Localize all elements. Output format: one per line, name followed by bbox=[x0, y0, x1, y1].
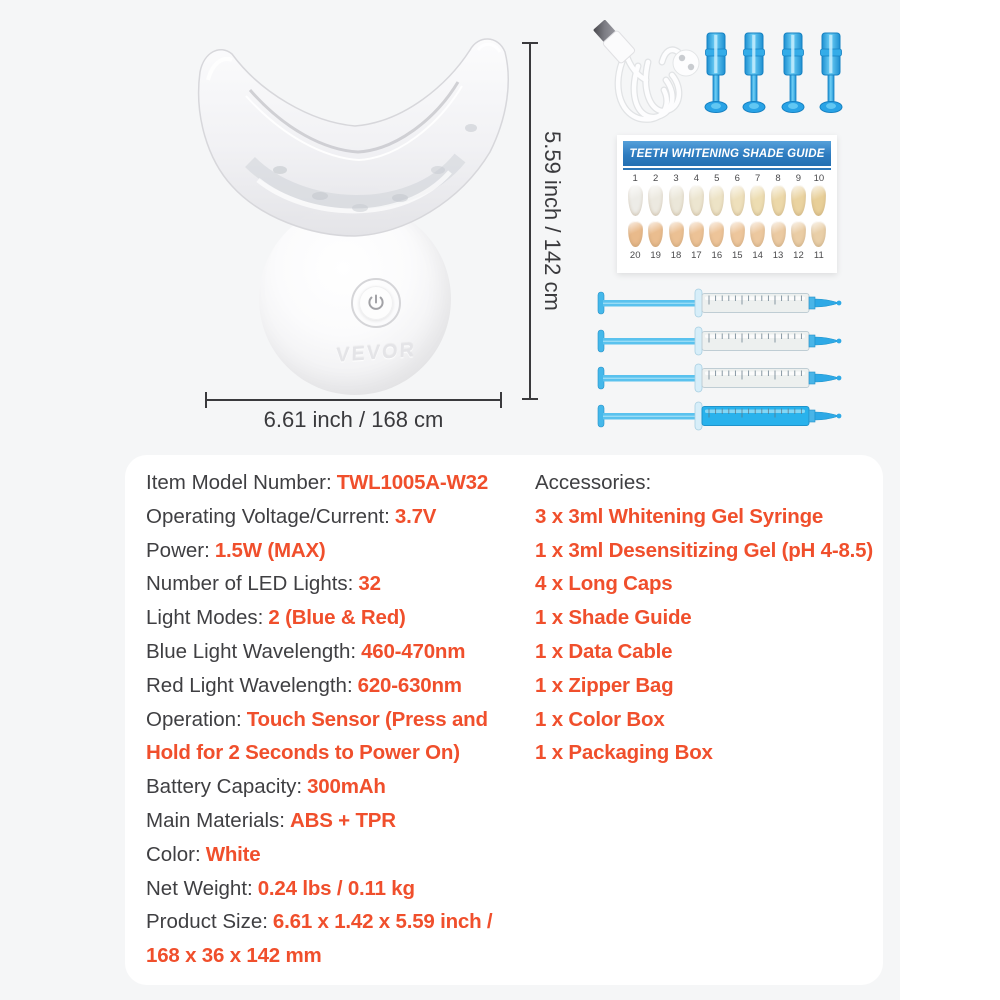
spec-label: Light Modes: bbox=[146, 606, 264, 630]
shade-guide-bottom-numbers bbox=[625, 250, 829, 261]
gel-syringe-icon bbox=[596, 401, 846, 431]
shade-number: 16 bbox=[711, 250, 723, 261]
height-dimension-line bbox=[529, 42, 531, 400]
gel-syringe-icon bbox=[596, 363, 846, 393]
spec-value: ABS + TPR bbox=[290, 808, 396, 832]
shade-number: 19 bbox=[650, 250, 661, 261]
tooth-cell bbox=[686, 217, 706, 247]
spec-entry bbox=[146, 804, 526, 838]
spec-label: Operating Voltage/Current: bbox=[146, 504, 390, 528]
tooth-cell bbox=[788, 185, 808, 216]
shade-number: 20 bbox=[629, 250, 641, 261]
spec-entry bbox=[146, 466, 526, 500]
long-cap-icon bbox=[701, 30, 731, 116]
tooth-swatch bbox=[771, 185, 786, 216]
tooth-swatch bbox=[750, 185, 765, 216]
tooth-swatch bbox=[771, 221, 786, 247]
accessory-item: 4 x Long Caps bbox=[535, 572, 673, 596]
spec-label: Main Materials: bbox=[146, 808, 285, 832]
shade-number: 13 bbox=[772, 250, 784, 261]
tooth-cell bbox=[645, 185, 665, 216]
shade-guide-top-teeth bbox=[625, 185, 829, 216]
tooth-cell bbox=[686, 185, 706, 216]
accessory-item: 1 x 3ml Desensitizing Gel (pH 4-8.5) bbox=[535, 538, 873, 562]
tooth-swatch bbox=[669, 221, 684, 247]
tooth-swatch bbox=[689, 221, 704, 247]
spec-entry bbox=[146, 635, 526, 669]
tooth-swatch bbox=[730, 221, 745, 247]
tooth-swatch bbox=[791, 185, 806, 216]
shade-guide-title: TEETH WHITENING SHADE GUIDE bbox=[623, 141, 831, 166]
accessory-item: 1 x Color Box bbox=[535, 707, 665, 731]
shade-number: 5 bbox=[714, 173, 720, 184]
gel-syringe-icon bbox=[596, 326, 846, 356]
spec-entry bbox=[146, 703, 526, 771]
spec-value: 32 bbox=[358, 572, 381, 596]
tooth-cell bbox=[809, 185, 829, 216]
tooth-cell bbox=[727, 217, 747, 247]
tooth-swatch bbox=[709, 185, 724, 216]
tooth-swatch bbox=[628, 185, 643, 216]
tooth-cell bbox=[625, 185, 645, 216]
tooth-swatch bbox=[811, 185, 826, 216]
power-button-face bbox=[359, 286, 393, 320]
shade-number: 1 bbox=[632, 173, 638, 184]
tooth-cell bbox=[727, 185, 747, 216]
accessory-item: 1 x Shade Guide bbox=[535, 606, 692, 630]
power-button bbox=[351, 278, 401, 328]
spec-label: Product Size: bbox=[146, 910, 268, 934]
shade-number: 17 bbox=[691, 250, 702, 261]
long-cap-icon bbox=[816, 30, 846, 116]
shade-number: 18 bbox=[670, 250, 682, 261]
long-caps-group bbox=[701, 30, 846, 116]
spec-label: Battery Capacity: bbox=[146, 775, 303, 799]
brand-logo: VEVOR bbox=[335, 339, 417, 367]
tooth-cell bbox=[768, 185, 788, 216]
shade-number: 10 bbox=[813, 173, 825, 184]
power-icon bbox=[367, 294, 385, 312]
height-dimension-label: 5.59 inch / 142 cm bbox=[540, 131, 565, 311]
tooth-cell bbox=[747, 185, 767, 216]
shade-guide-card bbox=[617, 135, 837, 273]
syringes-group bbox=[596, 288, 846, 438]
tooth-swatch bbox=[648, 221, 663, 247]
tooth-swatch bbox=[689, 185, 704, 216]
spec-value: 0.24 lbs / 0.11 kg bbox=[257, 876, 415, 900]
shade-number: 6 bbox=[734, 173, 740, 184]
tooth-swatch bbox=[811, 221, 826, 247]
tooth-swatch bbox=[709, 221, 724, 247]
spec-value: 460-470nm bbox=[361, 639, 466, 663]
shade-number: 12 bbox=[793, 250, 804, 261]
shade-number: 14 bbox=[752, 250, 763, 261]
spec-value: 620-630nm bbox=[357, 673, 462, 697]
shade-number: 8 bbox=[775, 173, 781, 184]
spec-entry bbox=[146, 905, 526, 973]
spec-entry bbox=[146, 601, 526, 635]
tooth-cell bbox=[625, 217, 645, 247]
tooth-cell bbox=[666, 185, 686, 216]
shade-number: 7 bbox=[754, 173, 761, 184]
accessories-list bbox=[535, 466, 880, 770]
spec-value: 3.7V bbox=[394, 504, 437, 528]
spec-entry bbox=[146, 534, 526, 568]
shade-number: 11 bbox=[813, 250, 824, 261]
spec-card bbox=[125, 455, 883, 985]
tooth-cell bbox=[809, 217, 829, 247]
spec-label: Red Light Wavelength: bbox=[146, 673, 353, 697]
shade-number: 9 bbox=[795, 173, 802, 184]
tooth-swatch bbox=[750, 221, 765, 247]
gel-syringe-icon bbox=[596, 288, 846, 318]
tooth-swatch bbox=[730, 185, 745, 216]
spec-value: 6.61 x 1.42 x 5.59 inch / 168 x 36 x 142 mm bbox=[146, 910, 493, 968]
spec-value: Touch Sensor (Press and Hold for 2 Seconds to Power On) bbox=[146, 707, 488, 765]
spec-list bbox=[146, 466, 526, 973]
spec-value: White bbox=[205, 842, 261, 866]
long-cap-icon bbox=[778, 30, 808, 116]
shade-number: 2 bbox=[652, 173, 659, 184]
tooth-swatch bbox=[791, 221, 806, 247]
shade-guide-underline bbox=[623, 168, 831, 170]
spec-entry bbox=[146, 567, 526, 601]
long-cap-icon bbox=[739, 30, 769, 116]
shade-guide-top-numbers bbox=[625, 173, 829, 184]
spec-label: Net Weight: bbox=[146, 876, 253, 900]
tooth-cell bbox=[768, 217, 788, 247]
spec-entry bbox=[146, 669, 526, 703]
spec-label: Power: bbox=[146, 538, 210, 562]
accessory-item: 1 x Zipper Bag bbox=[535, 673, 674, 697]
spec-entry bbox=[146, 872, 526, 906]
spec-label: Blue Light Wavelength: bbox=[146, 639, 357, 663]
accessories-title: Accessories: bbox=[535, 471, 652, 494]
shade-guide-bottom-teeth bbox=[625, 217, 829, 247]
tooth-swatch bbox=[648, 185, 663, 216]
spec-label: Color: bbox=[146, 842, 201, 866]
usb-cable-icon bbox=[592, 20, 717, 132]
accessory-item: 3 x 3ml Whitening Gel Syringe bbox=[535, 504, 824, 528]
spec-label: Operation: bbox=[146, 707, 242, 731]
spec-label: Item Model Number: bbox=[146, 471, 332, 494]
tooth-swatch bbox=[669, 185, 684, 216]
width-dimension-label: 6.61 inch / 168 cm bbox=[263, 407, 444, 432]
tooth-cell bbox=[747, 217, 767, 247]
tooth-cell bbox=[707, 185, 727, 216]
tooth-cell bbox=[788, 217, 808, 247]
shade-number: 3 bbox=[673, 173, 679, 184]
spec-entry bbox=[146, 500, 526, 534]
accessory-item: 1 x Packaging Box bbox=[535, 741, 713, 765]
spec-label: Number of LED Lights: bbox=[146, 572, 354, 596]
spec-value: 2 (Blue & Red) bbox=[268, 606, 406, 630]
mouth-tray-icon bbox=[188, 20, 522, 242]
accessory-item: 1 x Data Cable bbox=[535, 639, 673, 663]
tooth-cell bbox=[666, 217, 686, 247]
shade-number: 4 bbox=[693, 173, 700, 184]
tooth-swatch bbox=[628, 221, 643, 247]
shade-number: 15 bbox=[731, 250, 743, 261]
spec-value: 1.5W (MAX) bbox=[214, 538, 326, 562]
spec-value: 300mAh bbox=[307, 775, 386, 799]
spec-entry bbox=[146, 838, 526, 872]
tooth-cell bbox=[707, 217, 727, 247]
width-dimension-line bbox=[205, 399, 502, 401]
spec-entry bbox=[146, 770, 526, 804]
spec-value: TWL1005A-W32 bbox=[336, 471, 489, 494]
tooth-cell bbox=[645, 217, 665, 247]
